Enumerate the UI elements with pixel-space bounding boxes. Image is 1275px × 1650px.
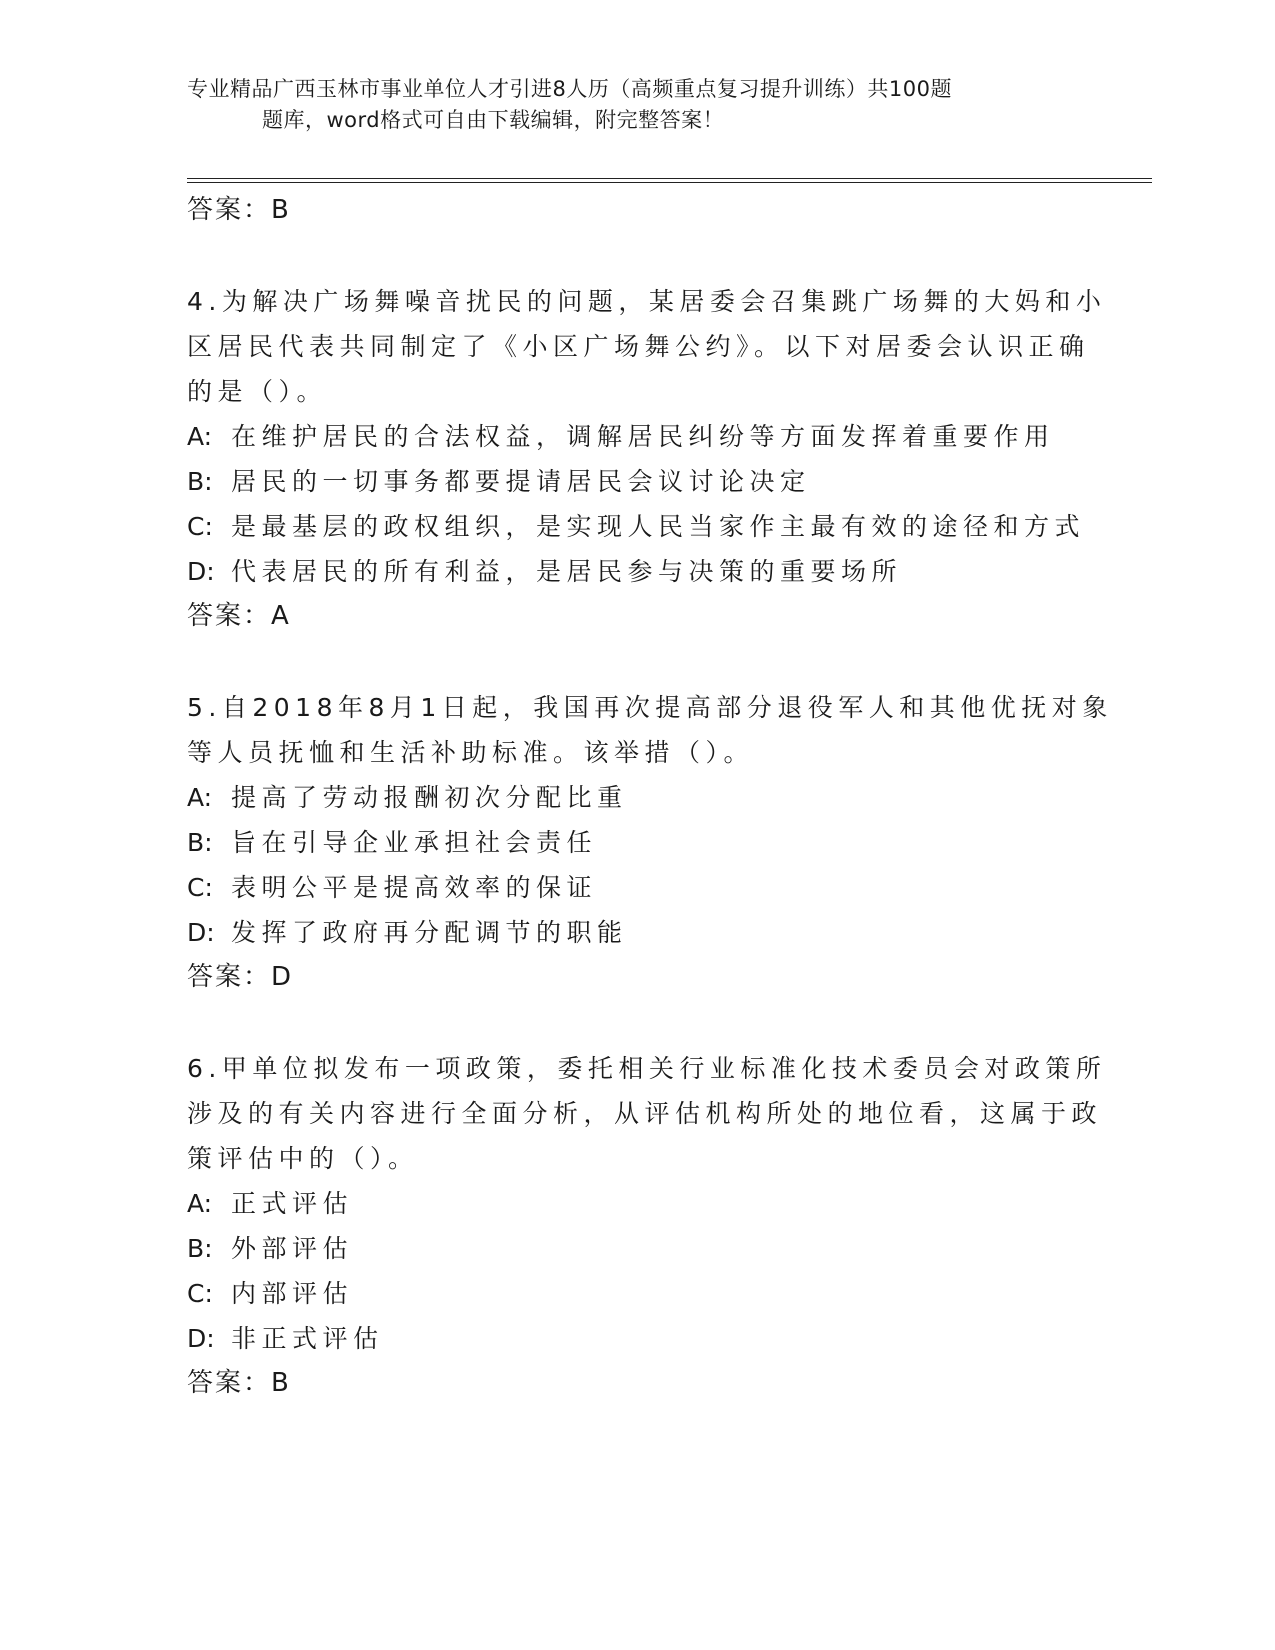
question-4-option-d	[187, 549, 1087, 594]
question-4-option-a	[187, 414, 1087, 459]
option-key: D:	[187, 918, 215, 947]
question-6-line-1: 6.甲单位拟发布一项政策，委托相关行业标准化技术委员会对政策所	[187, 1054, 1107, 1083]
option-text: 在维护居民的合法权益，调解居民纠纷等方面发挥着重要作用	[231, 422, 1055, 451]
question-4	[187, 279, 1107, 639]
header-divider-top	[187, 178, 1152, 179]
question-4-answer: 答案：A	[187, 601, 291, 631]
option-key: C:	[187, 1279, 213, 1308]
question-5-option-a	[187, 775, 1087, 820]
option-key: A:	[187, 1189, 213, 1218]
question-6-option-b	[187, 1226, 1087, 1271]
option-key: D:	[187, 557, 215, 586]
option-text: 旨在引导企业承担社会责任	[231, 828, 598, 857]
option-text: 正式评估	[231, 1189, 354, 1218]
question-6-option-a	[187, 1181, 1087, 1226]
option-key: B:	[187, 1234, 213, 1263]
option-text: 非正式评估	[231, 1324, 384, 1353]
option-key: C:	[187, 512, 213, 541]
question-4-option-b	[187, 459, 1087, 504]
option-key: D:	[187, 1324, 215, 1353]
question-6-option-c	[187, 1271, 1087, 1316]
option-text: 内部评估	[231, 1279, 354, 1308]
question-6-line-2: 涉及的有关内容进行全面分析，从评估机构所处的地位看，这属于政	[187, 1099, 1103, 1128]
header-line-1: 专业精品广西玉林市事业单位人才引进8人历（高频重点复习提升训练）共100题	[187, 77, 952, 101]
option-key: A:	[187, 783, 213, 812]
question-4-line-2: 区居民代表共同制定了《小区广场舞公约》。以下对居委会认识正确	[187, 332, 1090, 361]
option-text: 居民的一切事务都要提请居民会议讨论决定	[231, 467, 811, 496]
question-5-option-b	[187, 820, 1087, 865]
header-line-2: 题库，word格式可自由下载编辑，附完整答案！	[262, 108, 725, 132]
question-4-line-3: 的是（）。	[187, 377, 328, 406]
option-text: 代表居民的所有利益，是居民参与决策的重要场所	[231, 557, 903, 586]
question-6-answer: 答案：B	[187, 1368, 291, 1398]
question-4-line-1: 4.为解决广场舞噪音扰民的问题，某居委会召集跳广场舞的大妈和小	[187, 287, 1107, 316]
page-header	[187, 74, 1087, 136]
question-5-line-1: 5.自2018年8月1日起，我国再次提高部分退役军人和其他优抚对象	[187, 693, 1113, 722]
question-5-line-2: 等人员抚恤和生活补助标准。该举措（）。	[187, 738, 755, 767]
answer-prev: 答案：B	[187, 195, 291, 225]
question-5-option-d	[187, 910, 1087, 955]
question-5-option-c	[187, 865, 1087, 910]
question-5-answer: 答案：D	[187, 962, 294, 992]
question-6	[187, 1046, 1107, 1406]
question-6-option-d	[187, 1316, 1087, 1361]
option-key: C:	[187, 873, 213, 902]
question-5	[187, 685, 1113, 1000]
option-text: 外部评估	[231, 1234, 354, 1263]
option-text: 提高了劳动报酬初次分配比重	[231, 783, 628, 812]
document-body	[187, 188, 1113, 1406]
question-4-option-c	[187, 504, 1087, 549]
option-text: 是最基层的政权组织，是实现人民当家作主最有效的途径和方式	[231, 512, 1086, 541]
option-text: 发挥了政府再分配调节的职能	[231, 918, 628, 947]
question-6-line-3: 策评估中的（）。	[187, 1144, 419, 1173]
option-key: B:	[187, 828, 213, 857]
option-key: A:	[187, 422, 213, 451]
option-key: B:	[187, 467, 213, 496]
header-divider-bottom	[187, 182, 1152, 183]
option-text: 表明公平是提高效率的保证	[231, 873, 598, 902]
